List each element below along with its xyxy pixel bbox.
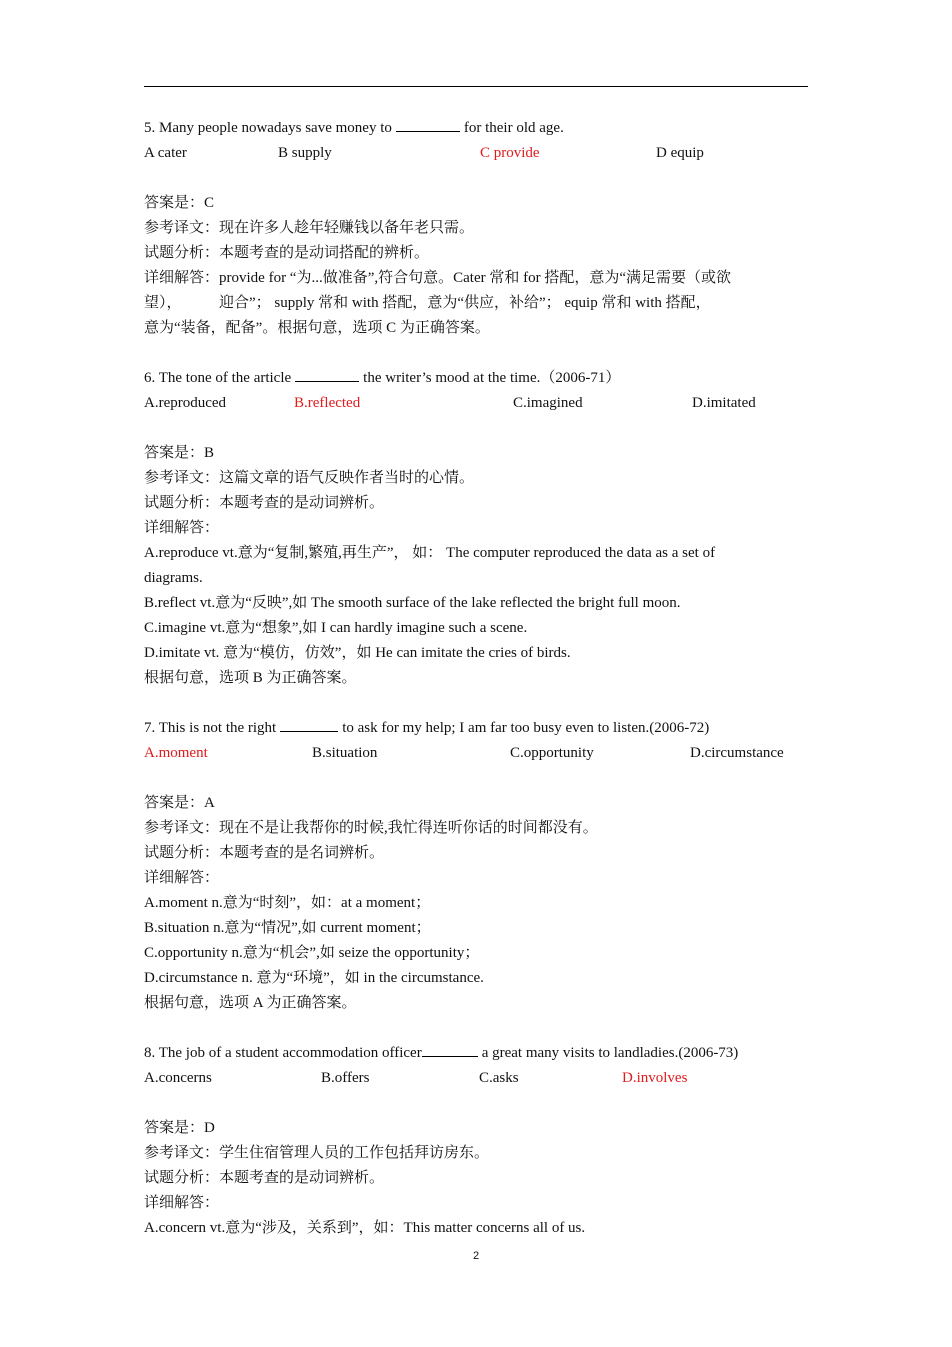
- detail-line: B.reflect vt.意为“反映”,如 The smooth surface of the lake reflected the bright full moon.: [144, 595, 681, 611]
- option-b: B.offers: [321, 1070, 370, 1086]
- stem-text: 5. Many people nowadays save money to: [144, 120, 392, 136]
- translation-line: 参考译文：这篇文章的语气反映作者当时的心情。: [144, 470, 475, 486]
- options-row: [144, 741, 810, 766]
- detail-line: 详细解答：: [144, 870, 220, 886]
- page-content: [144, 116, 810, 1241]
- options-row: [144, 1066, 810, 1091]
- option-c: C.imagined: [513, 395, 583, 411]
- answer-line: 答案是：D: [144, 1120, 215, 1136]
- question-7: [144, 716, 810, 1016]
- stem-text: a great many visits to landladies.(2006-73): [481, 1045, 739, 1061]
- options-row: [144, 391, 810, 416]
- translation-line: 参考译文：现在许多人趁年轻赚钱以备年老只需。: [144, 220, 475, 236]
- question-stem: [144, 1041, 810, 1066]
- detail-line: A.concern vt.意为“涉及，关系到”，如：This matter concerns all of us.: [144, 1220, 586, 1236]
- page-number: 2: [472, 1250, 480, 1262]
- option-d-correct: D.involves: [622, 1070, 688, 1086]
- question-stem: [144, 116, 810, 141]
- detail-line: 详细解答：: [144, 520, 220, 536]
- header-rule: [144, 86, 808, 87]
- detail-line: 详细解答：provide for “为...做准备”,符合句意。Cater 常和 for 搭配，意为“满足需要（或欲: [144, 270, 732, 286]
- translation-line: 参考译文：学生住宿管理人员的工作包括拜访房东。: [144, 1145, 490, 1161]
- option-d: D.imitated: [692, 395, 756, 411]
- option-b-correct: B.reflected: [294, 395, 361, 411]
- stem-text: 6. The tone of the article: [144, 370, 292, 386]
- option-c-correct: C provide: [480, 145, 540, 161]
- answer-blank: [396, 117, 460, 132]
- stem-text: the writer’s mood at the time.（2006-71）: [363, 370, 621, 386]
- detail-line: D.circumstance n. 意为“环境”，如 in the circumstance.: [144, 970, 484, 986]
- analysis-line: 试题分析：本题考查的是动词搭配的辨析。: [144, 245, 430, 261]
- detail-line: C.imagine vt.意为“想象”,如 I can hardly imagine such a scene.: [144, 620, 528, 636]
- detail-line: A.moment n.意为“时刻”，如：at a moment；: [144, 895, 431, 911]
- analysis-line: 试题分析：本题考查的是动词辨析。: [144, 1170, 385, 1186]
- option-a: A cater: [144, 145, 187, 161]
- answer-line: 答案是：C: [144, 195, 215, 211]
- option-d: D.circumstance: [690, 745, 784, 761]
- stem-text: to ask for my help; I am far too busy even to listen.(2006-72): [342, 720, 710, 736]
- option-c: C.opportunity: [510, 745, 594, 761]
- question-stem: [144, 716, 810, 741]
- option-a: A.concerns: [144, 1070, 212, 1086]
- detail-line: 详细解答：: [144, 1195, 220, 1211]
- option-c: C.asks: [479, 1070, 519, 1086]
- answer-line: 答案是：A: [144, 795, 215, 811]
- question-5: [144, 116, 810, 341]
- detail-line: 意为“装备，配备”。根据句意，选项 C 为正确答案。: [144, 320, 490, 336]
- option-d: D equip: [656, 145, 704, 161]
- option-a: A.reproduced: [144, 395, 227, 411]
- stem-text: 7. This is not the right: [144, 720, 277, 736]
- question-6: [144, 366, 810, 691]
- answer-line: 答案是：B: [144, 445, 215, 461]
- stem-text: 8. The job of a student accommodation officer: [144, 1045, 422, 1061]
- options-row: [144, 141, 810, 166]
- option-b: B supply: [278, 145, 332, 161]
- translation-line: 参考译文：现在不是让我帮你的时候,我忙得连听你话的时间都没有。: [144, 820, 598, 836]
- detail-line: 根据句意，选项 B 为正确答案。: [144, 670, 357, 686]
- detail-line: D.imitate vt. 意为“模仿，仿效”，如 He can imitate the cries of birds.: [144, 645, 571, 661]
- detail-line: C.opportunity n.意为“机会”,如 seize the opportunity；: [144, 945, 480, 961]
- answer-blank: [280, 717, 338, 732]
- stem-text: for their old age.: [463, 120, 564, 136]
- detail-line: B.situation n.意为“情况”,如 current moment；: [144, 920, 431, 936]
- question-8: [144, 1041, 810, 1241]
- answer-blank: [422, 1042, 478, 1057]
- option-a-correct: A.moment: [144, 745, 208, 761]
- analysis-line: 试题分析：本题考查的是动词辨析。: [144, 495, 385, 511]
- analysis-line: 试题分析：本题考查的是名词辨析。: [144, 845, 385, 861]
- detail-line: A.reproduce vt.意为“复制,繁殖,再生产”， 如： The computer reproduced the data as a set of: [144, 545, 716, 561]
- detail-line: 根据句意，选项 A 为正确答案。: [144, 995, 357, 1011]
- detail-line: diagrams.: [144, 570, 203, 586]
- option-b: B.situation: [312, 745, 378, 761]
- detail-line: 望）， 迎合”； supply 常和 with 搭配，意为“供应，补给”； equip 常和 with 搭配，: [144, 295, 711, 311]
- question-stem: [144, 366, 810, 391]
- answer-blank: [295, 367, 359, 382]
